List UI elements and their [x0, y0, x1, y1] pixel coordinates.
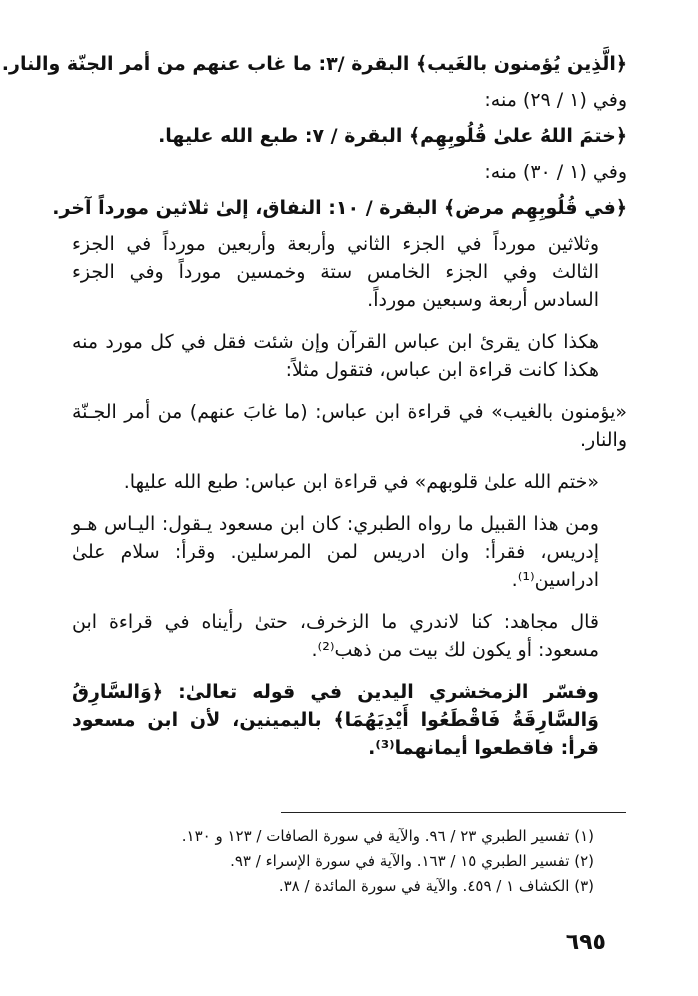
- reference-line: وفي (١ / ٢٩) منه:: [484, 89, 627, 111]
- footnote-divider: [281, 812, 626, 813]
- footnote: (٣) الكشاف ١ / ٤٥٩. والآية في سورة المائدة / ٣٨.: [278, 877, 594, 895]
- page-number: ٦٩٥: [565, 930, 606, 955]
- footnote: (١) تفسير الطبري ٢٣ / ٩٦. والآية في سورة الصافات / ١٢٣ و ١٣٠.: [181, 827, 594, 845]
- quran-gloss-line: ﴿ختمَ اللهُ علىٰ قُلُوبِهِم﴾ البقرة / ٧: طبع الله عليها.: [158, 125, 627, 147]
- body-paragraph: وثلاثين مورداً في الجزء الثاني وأربعة وأربعين مورداً في الجزء الثالث وفي الجزء الخامس ستة وخمسين مورداً وفي الجزء السادس أربعة وسبعين مورداً.: [72, 233, 599, 311]
- footnote: (٢) تفسير الطبري ١٥ / ١٦٣. والآية في سورة الإسراء / ٩٣.: [230, 852, 594, 870]
- body-paragraph: «يؤمنون بالغيب» في قراءة ابن عباس: (ما غابَ عنهم) من أمر الجـنّة والنار.: [72, 401, 627, 451]
- page-body: [1, 50, 627, 762]
- body-paragraph: قال مجاهد: كنا لاندري ما الزخرف، حتىٰ رأيناه في قراءة ابن مسعود: أو يكون لك بيت من ذهب⁽²⁾.: [72, 611, 599, 661]
- quran-gloss-line: ﴿الَّذِين يُؤمنون بالغَيب﴾ البقرة /٣: ما غاب عنهم من أمر الجنّة والنار.: [1, 53, 627, 75]
- footnotes: [74, 824, 594, 899]
- body-paragraph: هكذا كان يقرئ ابن عباس القرآن وإن شئت فقل في كل مورد منه هكذا كانت قراءة ابن عباس، فتقول مثلاً:: [72, 331, 599, 381]
- body-paragraph: ومن هذا القبيل ما رواه الطبري: كان ابن مسعود يـقول: اليـاس هـو إدريس، فقرأ: وان ادريس لمن المرسلين. وقرأ: سلام علىٰ ادراسين⁽¹⁾.: [72, 513, 599, 591]
- quran-gloss-line: ﴿في قُلُوبِهِم مرض﴾ البقرة / ١٠: النفاق، إلىٰ ثلاثين مورداً آخر.: [52, 197, 627, 219]
- reference-line: وفي (١ / ٣٠) منه:: [484, 161, 627, 183]
- body-paragraph: وفسّر الزمخشري اليدين في قوله تعالىٰ: ﴿وَالسَّارِقُ وَالسَّارِقَةُ فَاقْطَعُوا أَيْدِيَهُمَا﴾ باليمينين، لأن ابن مسعود قرأ: فاقطعوا أيمانهما⁽³⁾.: [72, 681, 599, 759]
- body-paragraph: «ختم الله علىٰ قلوبهم» في قراءة ابن عباس: طبع الله عليها.: [123, 471, 599, 493]
